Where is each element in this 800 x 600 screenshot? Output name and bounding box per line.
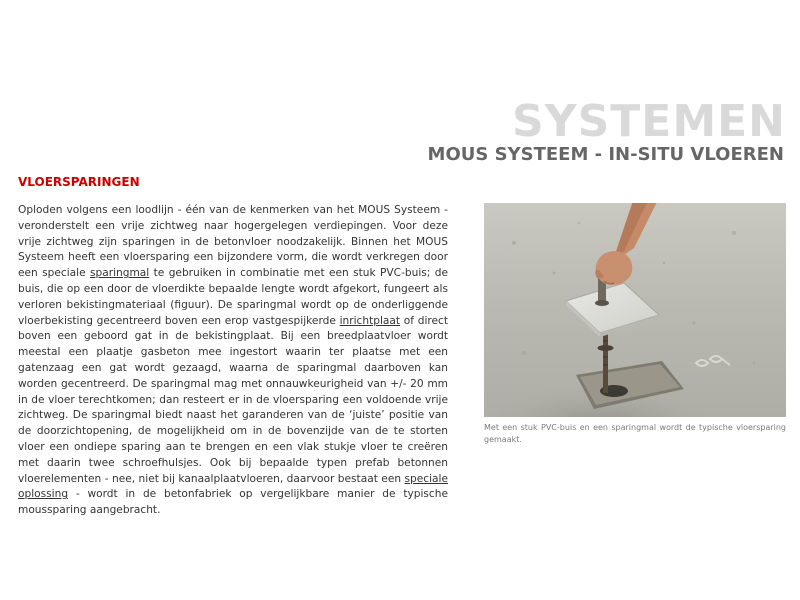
background-word: SYSTEMEN [512, 96, 786, 147]
body-text-part-1: Oploden volgens een loodlijn - één van de kenmerken van het MOUS Systeem - veronderstelt een vrije zichtweg naar hogergelegen verdiepingen. Voor deze vrije zichtweg zijn sparingen in de betonvloer noodzakelijk. Binnen het MOUS Systeem heeft een vloersparing een bijzondere vorm, die wordt verkregen door een speciale [18, 204, 448, 280]
sparingmal-link[interactable]: sparingmal [90, 267, 150, 280]
inrichtplaat-link[interactable]: inrichtplaat [339, 314, 401, 327]
section-title: VLOERSPARINGEN [18, 175, 140, 189]
speciale-oplossing-link[interactable]: speciale oplossing [18, 472, 448, 501]
body-text-part-4: - wordt in de betonfabriek op vergelijkbare manier de typische moussparing aangebracht. [18, 488, 448, 517]
page-title: MOUS SYSTEEM - IN-SITU VLOEREN [427, 144, 784, 165]
body-text-part-3: of direct boven een geboord gat in de bekistingplaat. Bij een breedplaatvloer wordt meestal een plaatje gasbeton mee ingestort waarin ter plaatse met een gatenzaag een gat wordt gezaagd, waarna de sparingmal daarboven kan worden gecentreerd. De sparingmal mag met onnauwkeurigheid van +/- 20 mm in de vloer terechtkomen; dan resteert er in de vloersparing een voldoende vrije zichtweg. De sparingmal biedt naast het garanderen van de ‘juiste’ positie van de doorzichtopening, de mogelijkheid om in de bovenzijde van de te storten vloer een ondiepe sparing aan te brengen en een vlak stukje vloer te creëren met daarin twee schroefhulsjes. Ook bij bepaalde typen prefab betonnen vloerelementen - nee, niet bij kanaalplaatvloeren, daarvoor bestaat een [18, 314, 449, 485]
body-paragraph [18, 203, 448, 519]
floor-opening-photo [484, 203, 786, 417]
body-text-part-2: te gebruiken in combinatie met een stuk PVC-buis; de buis, die op een door de vloerdikte bepaalde lengte wordt afgekort, fungeert als verloren bekistingmateriaal (figuur). De sparingmal wordt op de onderliggende vloerbekisting gecentreerd boven een erop vastgespijkerde [18, 267, 448, 327]
figure-caption: Met een stuk PVC-buis en een sparingmal wordt de typische vloersparing gemaakt. [484, 423, 786, 444]
